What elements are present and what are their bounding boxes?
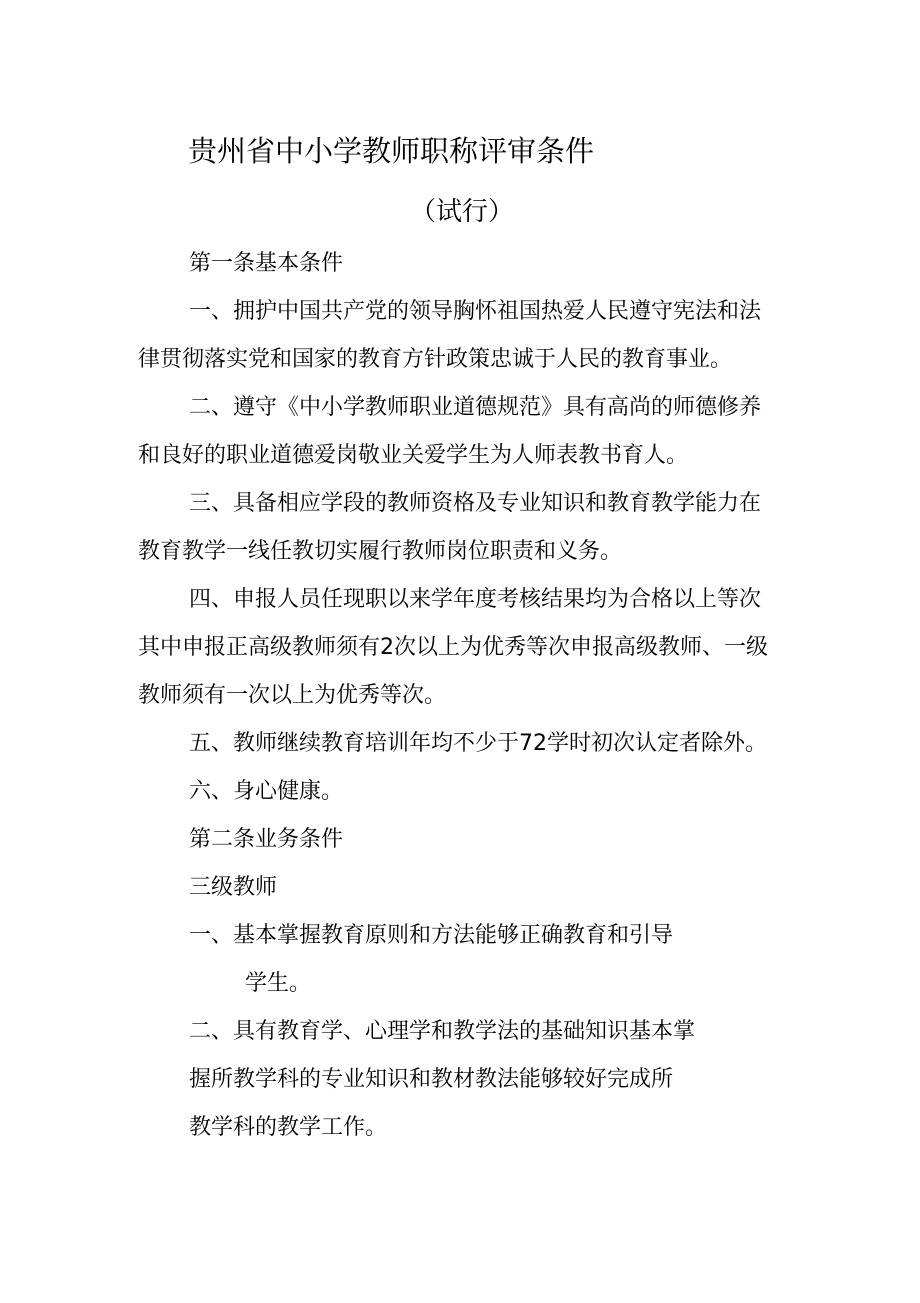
paragraph-line: 五、教师继续教育培训年均不少于72学时初次认定者除外。: [189, 731, 767, 756]
paragraph-line: 四、申报人员任现职以来学年度考核结果均为合格以上等次: [189, 587, 762, 612]
article-2-heading: 第二条业务条件: [189, 827, 344, 852]
paragraph-line: 三、具备相应学段的教师资格及专业知识和教育教学能力在: [189, 491, 762, 516]
paragraph-line: 二、遵守《中小学教师职业道德规范》具有高尚的师德修养: [189, 395, 762, 420]
paragraph-line: 和良好的职业道德爱岗敬业关爱学生为人师表教书育人。: [138, 443, 689, 468]
paragraph-line: 一、基本掌握教育原则和方法能够正确教育和引导: [189, 923, 674, 948]
paragraph-line: 二、具有教育学、心理学和教学法的基础知识基本掌: [189, 1019, 696, 1044]
paragraph-line: 握所教学科的专业知识和教材教法能够较好完成所: [189, 1067, 674, 1092]
paragraph-line: 其中申报正高级教师须有2次以上为优秀等次申报高级教师、一级: [138, 635, 768, 660]
document-subtitle: （试行）: [410, 197, 515, 227]
section-heading: 三级教师: [189, 875, 278, 900]
paragraph-line: 教师须有一次以上为优秀等次。: [138, 683, 447, 708]
paragraph-line: 教育教学一线任教切实履行教师岗位职责和义务。: [138, 539, 623, 564]
paragraph-line: 教学科的教学工作。: [189, 1115, 388, 1140]
paragraph-line: 六、身心健康。: [189, 779, 344, 804]
paragraph-line: 学生。: [245, 971, 312, 996]
document-title: 贵州省中小学教师职称评审条件: [188, 134, 595, 168]
article-1-heading: 第一条基本条件: [189, 251, 344, 276]
paragraph-line: 一、拥护中国共产党的领导胸怀祖国热爱人民遵守宪法和法: [189, 299, 762, 324]
paragraph-line: 律贯彻落实党和国家的教育方针政策忠诚于人民的教育事业。: [138, 347, 733, 372]
